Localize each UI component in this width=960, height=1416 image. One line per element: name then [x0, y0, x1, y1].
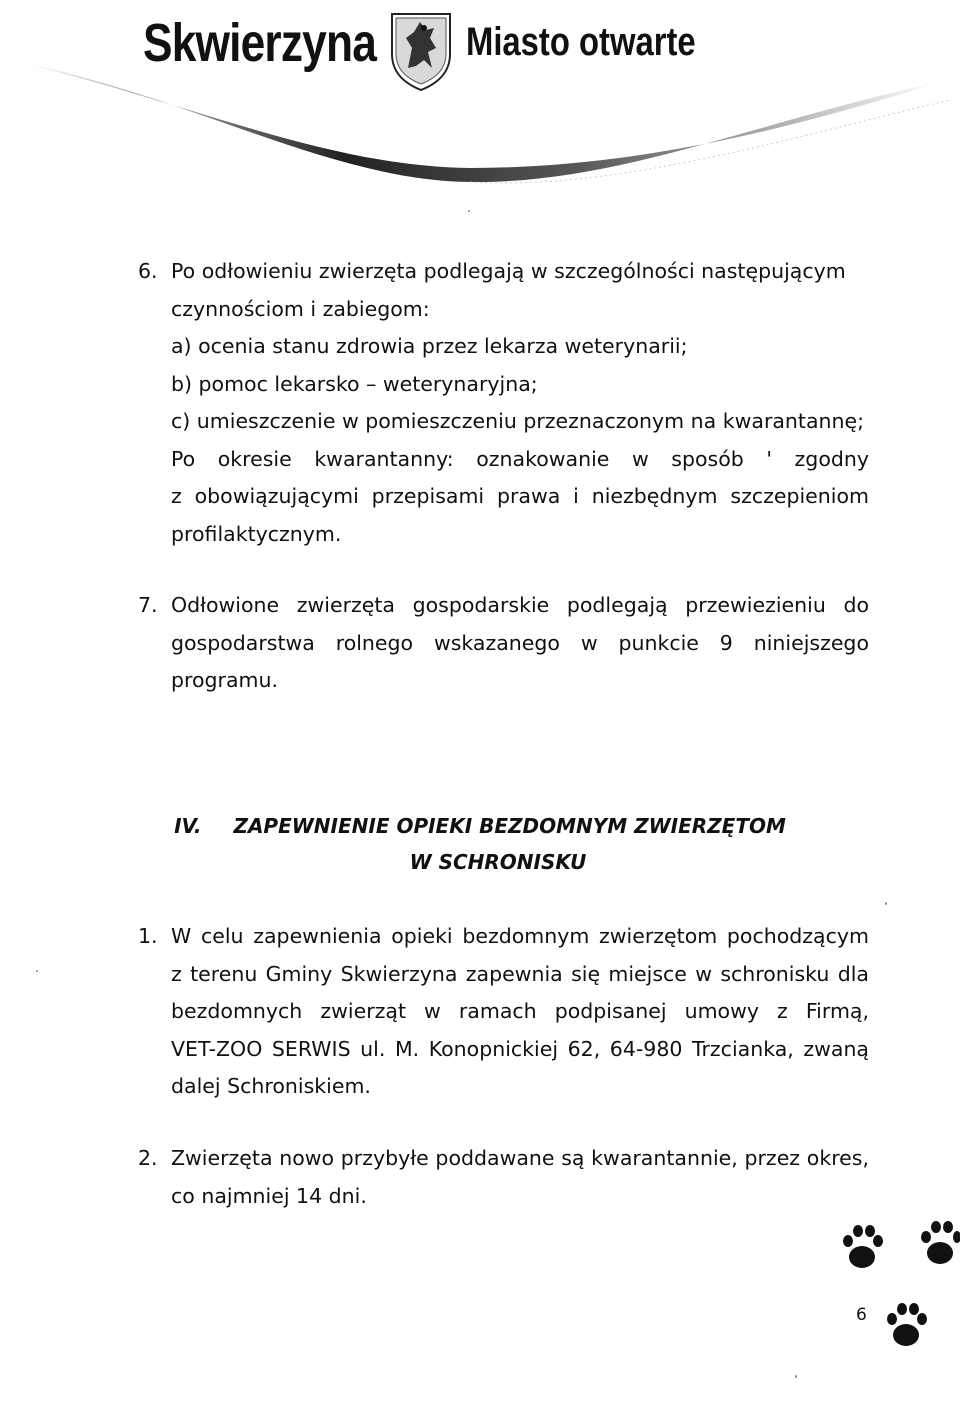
chapter-heading [0, 814, 960, 838]
text-line: Po okresie kwarantanny: oznakowanie w sposób ' zgodny [171, 446, 869, 471]
text-line: profilaktycznym. [171, 521, 342, 546]
text-line: b) pomoc lekarsko – weterynaryjna; [171, 371, 538, 396]
brand-slogan: Miasto otwarte [466, 20, 696, 64]
text-line: W celu zapewnienia opieki bezdomnym zwierzętom pochodzącym [171, 924, 869, 948]
text-line: a) ocenia stanu zdrowia przez lekarza weterynarii; [171, 334, 688, 358]
text-line: c) umieszczenie w pomieszczeniu przeznaczonym na kwarantannę; [171, 409, 865, 433]
scan-speck [468, 210, 470, 212]
chapter-subheading: W SCHRONISKU [409, 850, 587, 874]
item-7-paragraph [171, 587, 869, 700]
chapter-numeral: IV. [174, 814, 202, 838]
scan-speck [36, 970, 38, 972]
item-number: 6. [138, 259, 158, 283]
text-line: dalej Schroniskiem. [171, 1074, 371, 1098]
text-line: gospodarstwa rolnego wskazanego w punkcie 9 niniejszego [171, 630, 869, 655]
brand-name: Skwierzyna [143, 13, 377, 73]
text-line: VET-ZOO SERWIS ul. M. Konopnickiej 62, 64-980 Trzcianka, zwaną [171, 1036, 869, 1061]
chapter-title: ZAPEWNIENIE OPIEKI BEZDOMNYM ZWIERZĘTOM [233, 814, 786, 838]
text-line: z obowiązującymi przepisami prawa i niezbędnym szczepieniom [171, 484, 869, 508]
text-line: programu. [171, 668, 279, 692]
letterhead [0, 0, 960, 200]
scan-speck [885, 902, 887, 905]
text-line: bezdomnych zwierząt w ramach podpisanej umowy z Firmą, [171, 999, 869, 1023]
text-line: z terenu Gminy Skwierzyna zapewnia się miejsce w schronisku dla [171, 961, 869, 986]
item-number: 1. [138, 924, 158, 948]
item-number: 7. [138, 593, 158, 617]
item-2-paragraph [171, 1140, 869, 1215]
item-number: 2. [138, 1146, 158, 1170]
paw-prints-icon [840, 1215, 960, 1375]
text-line: co najmniej 14 dni. [171, 1183, 367, 1208]
text-line: Odłowione zwierzęta gospodarskie podlegają przewiezieniu do [171, 593, 869, 617]
text-line: Zwierzęta nowo przybyłe poddawane są kwarantannie, przez okres, [171, 1146, 869, 1170]
text-line: Po odłowieniu zwierzęta podlegają w szczególności następującym [171, 259, 846, 283]
text-line: czynnościom i zabiegom: [171, 296, 430, 321]
item-6-paragraph [171, 253, 869, 553]
scan-speck [795, 1375, 797, 1378]
city-crest-icon [386, 8, 456, 92]
page-number: 6 [856, 1305, 867, 1325]
item-1-paragraph [171, 918, 869, 1106]
